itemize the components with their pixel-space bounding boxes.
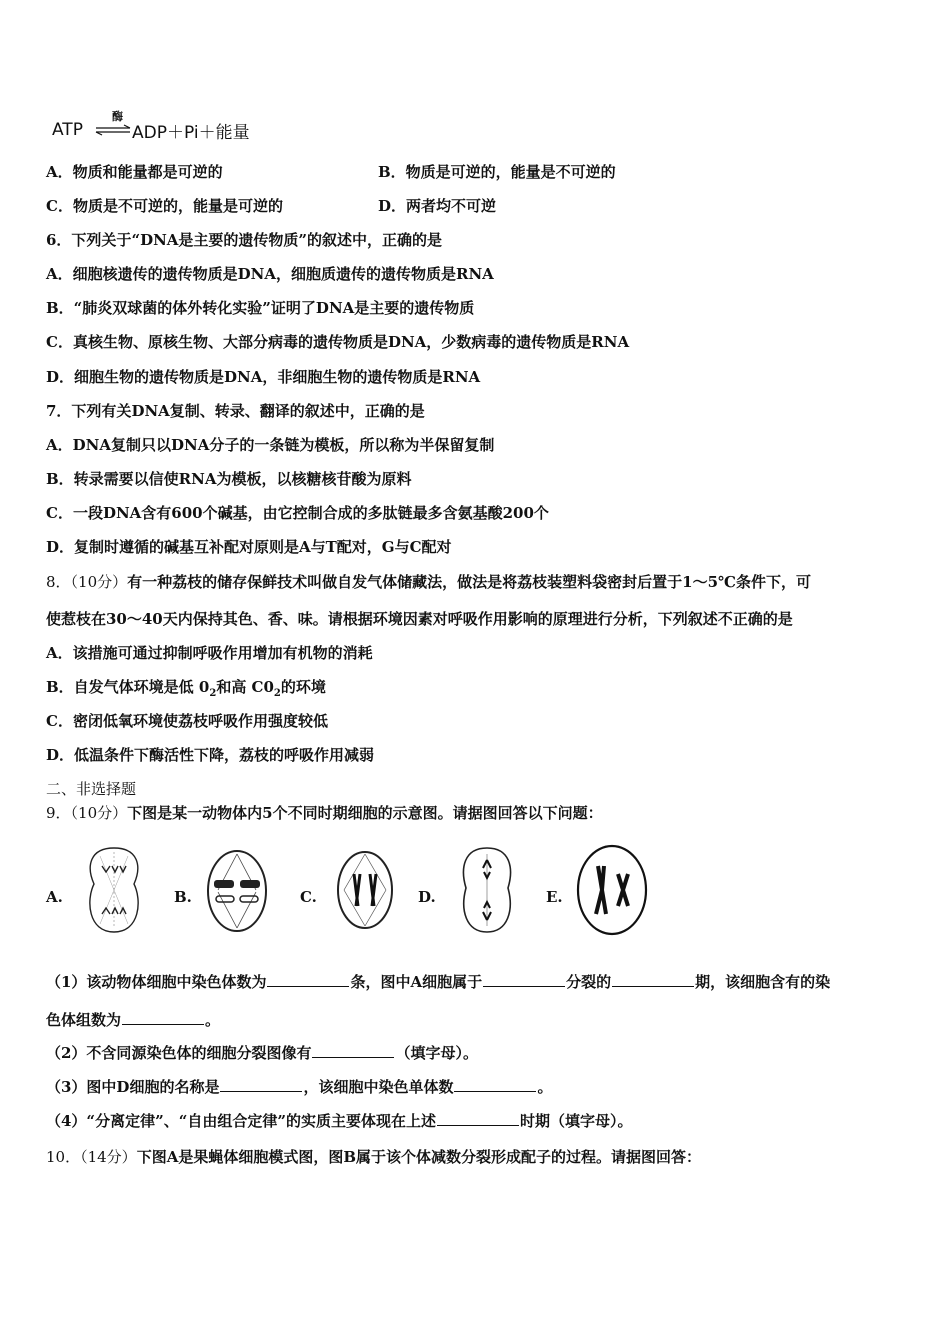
q9-part3-text-b: ，该细胞中染色单体数	[303, 1078, 454, 1096]
cell-a-anaphase-figure	[80, 844, 148, 936]
q10-stem	[46, 1147, 701, 1167]
q9-part1-text-b: 条，图中A细胞属于	[350, 973, 483, 991]
o2-subscript: 2	[209, 688, 217, 699]
figure-label-b: B.	[174, 888, 192, 906]
answer-blank[interactable]	[483, 972, 565, 987]
answer-blank[interactable]	[454, 1077, 536, 1092]
q9-part4	[46, 1111, 632, 1131]
q9-stem	[46, 803, 603, 823]
q10-stem-text: 下图A是果蝇体细胞模式图，图B属于该个体减数分裂形成配子的过程。请据图回答：	[136, 1148, 702, 1166]
q9-part2	[46, 1043, 478, 1063]
q9-part1-line1	[46, 972, 830, 992]
q8-option-b-mid: 和高 C0	[216, 678, 274, 696]
q9-part1-text-c: 分裂的	[566, 973, 612, 991]
q6-stem: 6．下列关于“DNA是主要的遗传物质”的叙述中，正确的是	[46, 231, 443, 249]
answer-blank[interactable]	[312, 1043, 394, 1058]
q9-number: 9．	[46, 804, 71, 822]
q8-stem-line2: 使惹枝在30～40天内保持其色、香、味。请根据环境因素对呼吸作用影响的原理进行分析，下列叙述不正确的是	[46, 610, 793, 628]
section-title: 二、非选择题	[46, 780, 137, 798]
cell-d-figure	[454, 844, 520, 936]
answer-blank[interactable]	[437, 1111, 519, 1126]
q9-part2-text-b: （填字母）。	[395, 1044, 478, 1062]
q9-part3-text-a: （3）图中D细胞的名称是	[46, 1078, 220, 1096]
q6-option-c: C．真核生物、原核生物、大部分病毒的遗传物质是DNA，少数病毒的遗传物质是RNA	[46, 333, 630, 351]
q9-stem-text: 下图是某一动物体内5个不同时期细胞的示意图。请据图回答以下问题：	[127, 804, 603, 822]
q8-option-b-post: 的环境	[280, 678, 326, 696]
q7-option-b: B．转录需要以信使RNA为模板，以核糖核苷酸为原料	[46, 470, 412, 488]
q10-number: 10．	[46, 1148, 81, 1166]
cell-figures	[46, 840, 666, 940]
q8-option-b-pre: B．自发气体环境是低 0	[46, 678, 210, 696]
q9-part2-text-a: （2）不含同源染色体的细胞分裂图像有	[46, 1044, 312, 1062]
answer-blank[interactable]	[612, 972, 694, 987]
q9-part3-text-c: 。	[537, 1078, 553, 1096]
cell-c-figure	[334, 848, 396, 932]
answer-blank[interactable]	[122, 1010, 204, 1025]
co2-subscript: 2	[273, 688, 281, 699]
equation-enzyme: 酶	[112, 110, 123, 123]
q8-stem-text: 有一种荔枝的储存保鲜技术叫做自发气体储藏法，做法是将荔枝装塑料袋密封后置于1～5℃条件下，可	[127, 573, 811, 591]
q9-part1-text-a: （1）该动物体细胞中染色体数为	[46, 973, 267, 991]
answer-blank[interactable]	[220, 1077, 302, 1092]
q9-score: （10分）	[70, 804, 128, 822]
q10-score: （14分）	[80, 1148, 137, 1166]
cell-b-figure	[204, 846, 270, 936]
q5-option-d: D．两者均不可逆	[378, 197, 497, 215]
q6-option-d: D．细胞生物的遗传物质是DNA，非细胞生物的遗传物质是RNA	[46, 368, 481, 386]
figure-label-c: C.	[300, 888, 317, 906]
q7-option-d: D．复制时遵循的碱基互补配对原则是A与T配对，G与C配对	[46, 538, 452, 556]
q8-option-a: A．该措施可通过抑制呼吸作用增加有机物的消耗	[46, 644, 373, 662]
q8-option-c: C．密闭低氧环境使荔枝呼吸作用强度较低	[46, 712, 328, 730]
q8-option-b	[46, 677, 326, 704]
q8-number: 8．	[46, 573, 71, 591]
q5-option-c: C．物质是不可逆的，能量是可逆的	[46, 197, 283, 215]
q9-part4-text-a: （4）“分离定律”、“自由组合定律”的实质主要体现在上述	[46, 1112, 436, 1130]
q7-stem: 7．下列有关DNA复制、转录、翻译的叙述中，正确的是	[46, 402, 425, 420]
q8-option-d: D．低温条件下酶活性下降，荔枝的呼吸作用减弱	[46, 746, 375, 764]
figure-label-e: E.	[546, 888, 563, 906]
cell-e-figure	[574, 842, 650, 938]
figure-label-d: D.	[418, 888, 436, 906]
answer-blank[interactable]	[267, 972, 349, 987]
equation-left: ATP	[52, 120, 83, 140]
q6-option-a: A．细胞核遗传的遗传物质是DNA，细胞质遗传的遗传物质是RNA	[46, 265, 494, 283]
figure-label-a: A.	[46, 888, 63, 906]
q7-option-c: C．一段DNA含有600个碱基，由它控制合成的多肽链最多含氨基酸200个	[46, 504, 549, 522]
q6-option-b: B．“肺炎双球菌的体外转化实验”证明了DNA是主要的遗传物质	[46, 299, 475, 317]
q9-part1-line2	[46, 1010, 220, 1030]
q9-part1-text-d: 期，该细胞含有的染	[695, 973, 831, 991]
q5-option-a: A．物质和能量都是可逆的	[46, 163, 223, 181]
q9-part3	[46, 1077, 552, 1097]
q8-stem-line1	[46, 572, 811, 592]
q9-part1-text-e: 色体组数为	[46, 1011, 122, 1029]
q8-score: （10分）	[70, 573, 128, 591]
q7-option-a: A．DNA复制只以DNA分子的一条链为模板，所以称为半保留复制	[46, 436, 495, 454]
q9-part4-text-b: 时期（填字母）。	[519, 1112, 633, 1130]
q5-option-b: B．物质是可逆的，能量是不可逆的	[378, 163, 616, 181]
q9-part1-text-f: 。	[205, 1011, 221, 1029]
equation-right: ADP＋Pi＋能量	[132, 123, 250, 143]
